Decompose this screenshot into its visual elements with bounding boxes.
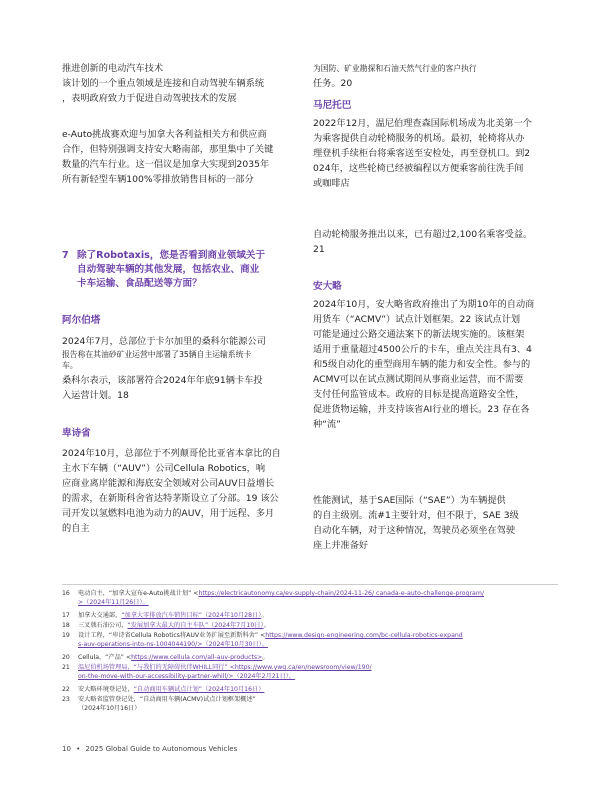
footnote-link[interactable]: >（2024年11月26日）。: [78, 599, 149, 606]
text-line: 可能是通过公路交通法案下的新法规实施的。该框架: [313, 329, 525, 340]
text-line: 座上并准备好: [313, 540, 369, 551]
text-line: 数量的汽车行业。这一倡议是加拿大实现到2035年: [62, 159, 270, 170]
text-line: 为国防、矿业勘探和石油天然气行业的客户执行: [313, 64, 477, 73]
footnote-text: 设计工程，“卑诗省Cellula Robotics将AUV业务扩展至新斯科舍” <: [78, 632, 266, 639]
footnote-21: [62, 664, 372, 672]
footnote-17: [62, 612, 268, 620]
right-paragraph-3: [313, 227, 558, 257]
page-footer: [62, 745, 237, 753]
footnote-number: 21: [62, 664, 70, 671]
text-line: 卡车运输、食品配送等方面？: [77, 278, 202, 289]
footnote-text: 电动自主，“加拿大宣布e-Auto挑战计划” <: [78, 590, 199, 597]
footnote-text: 三叉戟石油公司，: [78, 622, 128, 629]
question-number: 7: [62, 250, 69, 261]
footnote-22: [62, 686, 264, 694]
question-text: [77, 249, 302, 291]
text-line: 的自主: [62, 523, 90, 534]
text-line: 性能测试，基于SAE国际（“SAE”）为车辆提供: [313, 495, 506, 506]
section-heading-bc: 卑诗省: [62, 428, 91, 439]
footnote-number: 22: [62, 686, 70, 693]
text-line: 2024年7月，总部位于卡尔加里的桑科尔能源公司: [62, 336, 266, 347]
text-line: 该计划的一个重点领域是连接和自动驾驶车辆系统: [62, 78, 265, 89]
section-heading-manitoba: 马尼托巴: [313, 100, 352, 111]
text-line: 推进创新的电动汽车技术: [62, 63, 164, 74]
bc-paragraph: [62, 446, 302, 536]
text-line: 2024年10月，安大略省政府推出了为期10年的自动商: [313, 299, 535, 310]
footer-separator: •: [76, 745, 81, 753]
text-line: 车。: [62, 361, 78, 370]
alberta-paragraph: [62, 373, 302, 403]
text-line: 为乘客提供自动轮椅服务的机场。最初，轮椅将从办: [313, 133, 525, 144]
footnote-text: 温尼伯机场管理局，“与我们的无障碍伙伴WHILL同行” <: [78, 664, 235, 671]
right-paragraph-1: [313, 61, 558, 91]
footnote-number: 17: [62, 612, 70, 619]
text-line: 任务。20: [313, 78, 353, 89]
text-line: 入运营计划。18: [62, 390, 129, 401]
text-line: 024年，这些轮椅已经被编程以方便乘客前往洗手间: [313, 163, 524, 174]
footnote-text: 加拿大交通部，: [78, 612, 122, 619]
text-line: 的自主级别。流#1主要针对，但不限于，SAE 3级: [313, 510, 519, 521]
footnote-text: （2024年10月16日）: [78, 705, 141, 712]
footnote-text: 安大略省监管登记处，“自动商用车辆(ACMV)试点计划框架概述”: [78, 696, 256, 703]
footnote-number: 20: [62, 654, 70, 661]
text-line: 用货车（“ACMV”）试点计划框架。22 该试点计划: [313, 314, 521, 325]
text-line: 自动轮椅服务推出以来，已有超过2,100名乘客受益。: [313, 229, 533, 240]
footnote-link[interactable]: https://electricautonomy.ca/ev-supply-chain/2024-11-26/ canada-e-auto-challenge-program/: [198, 590, 484, 597]
footnote-link[interactable]: “自动商用车辆试点计划”（2024年10月16日）: [133, 686, 265, 693]
text-line: 和5级自动化的重型商用车辆的能力和安全性。参与的: [313, 359, 531, 370]
footnote-link[interactable]: https://www.cellula.com/all-auv-products>: [131, 654, 263, 661]
left-paragraph-1: [62, 61, 302, 106]
text-line: 2024年10月，总部位于不列颠哥伦比亚省本拿比的自: [62, 448, 281, 459]
text-line: 桑科尔表示，该部署符合2024年年底91辆卡车投: [62, 375, 263, 386]
footnote-end: 。: [263, 622, 270, 629]
footnote-23-line2: [78, 705, 140, 713]
text-line: 2022年12月，温尼伯理查森国际机场成为北美第一个: [313, 118, 532, 129]
footer-title: 2025 Global Guide to Autonomous Vehicles: [85, 745, 238, 753]
footnote-link[interactable]: “加拿大零排放汽车销售目标”（2024年10月28日）: [121, 612, 262, 619]
footnote-16-line2: [78, 599, 149, 607]
text-line: 促进货物运输，并支持该省AI行业的增长。23 存在各: [313, 404, 530, 415]
alberta-paragraph-small: [62, 335, 302, 371]
footnote-link[interactable]: https://www.design-engineering.com/bc-cellula-robotics-expand: [265, 632, 463, 639]
text-line: 适用于重量超过4500公斤的卡车，重点关注具有3、4: [313, 344, 532, 355]
footnote-text: Cellula，“产品” <: [78, 654, 132, 661]
text-line: 司开发以氢燃料电池为动力的AUV，用于远程、多月: [62, 508, 275, 519]
footnote-number: 23: [62, 696, 70, 703]
footnote-number: 19: [62, 632, 70, 639]
left-paragraph-2: [62, 127, 302, 187]
footnote-21-line2: [78, 673, 295, 681]
section-heading-alberta: 阿尔伯塔: [62, 315, 101, 326]
text-line: ，表明政府致力于促进自动驾驶技术的发展: [62, 93, 237, 104]
page-number: 10: [62, 745, 71, 753]
footnote-end: 。: [261, 612, 268, 619]
footnote-link[interactable]: s-auv-operations-into-ns-1004044190/>（2024年10月30日）。: [78, 641, 268, 648]
footnote-text: 安大略环境登记处，: [78, 686, 134, 693]
footnote-23: [62, 696, 256, 704]
text-line: 报告称在其油砂矿业运营中部署了35辆自主运输系统卡: [62, 350, 252, 359]
footnote-number: 18: [62, 622, 70, 629]
footnote-link[interactable]: “发展加拿大最大的自主车队”（2024年7月10日）: [127, 622, 264, 629]
manitoba-paragraph: [313, 116, 558, 191]
footnote-20: [62, 654, 269, 662]
footnote-19: [62, 632, 463, 640]
text-line: 主水下车辆（“AUV”）公司Cellula Robotics，响: [62, 463, 266, 474]
text-line: 种“流”: [313, 419, 341, 430]
text-line: 除了Robotaxis，您是否看到商业领域关于: [77, 250, 265, 261]
text-line: e-Auto挑战赛欢迎与加拿大各利益相关方和供应商: [62, 129, 267, 140]
footnote-19-line2: [78, 641, 268, 649]
text-line: 支付任何监管成本。政府的目标是提高道路安全性，: [313, 389, 525, 400]
section-heading-ontario: 安大略: [313, 281, 342, 292]
footnote-link[interactable]: https://www.ywg.ca/en/newsroom/view/190/: [234, 664, 372, 671]
right-paragraph-5: [313, 493, 558, 553]
text-line: 理登机手续柜台将乘客送至安检处，再至登机口。到2: [313, 148, 531, 159]
footnote-16: [62, 590, 484, 598]
text-line: 自动化车辆，对于这种情况，驾驶员必须坐在驾驶: [313, 525, 516, 536]
footnote-18: [62, 622, 270, 630]
text-line: 自动驾驶车辆的其他发展，包括农业、商业: [77, 264, 260, 275]
footnote-link[interactable]: on-the-move-with-our-accessibility-partner-whill/>（2024年2月21日）。: [78, 673, 296, 680]
text-line: 21: [313, 244, 325, 255]
text-line: 应商业离岸能源和海底安全领域对公司AUV日益增长: [62, 478, 275, 489]
text-line: 或咖啡店: [313, 178, 350, 189]
ontario-paragraph: [313, 297, 558, 432]
text-line: 合作，但特别强调支持安大略南部，那里集中了关键: [62, 144, 274, 155]
footnote-end: 。: [262, 654, 269, 661]
text-line: ACMV可以在试点测试期间从事商业运营，而不需要: [313, 374, 524, 385]
text-line: 的需求，在新斯科舍省达特茅斯设立了分部。19 该公: [62, 493, 279, 504]
footnote-number: 16: [62, 590, 70, 597]
text-line: 所有新轻型车辆100%零排放销售目标的一部分: [62, 174, 254, 185]
footnote-rule: [62, 584, 558, 585]
